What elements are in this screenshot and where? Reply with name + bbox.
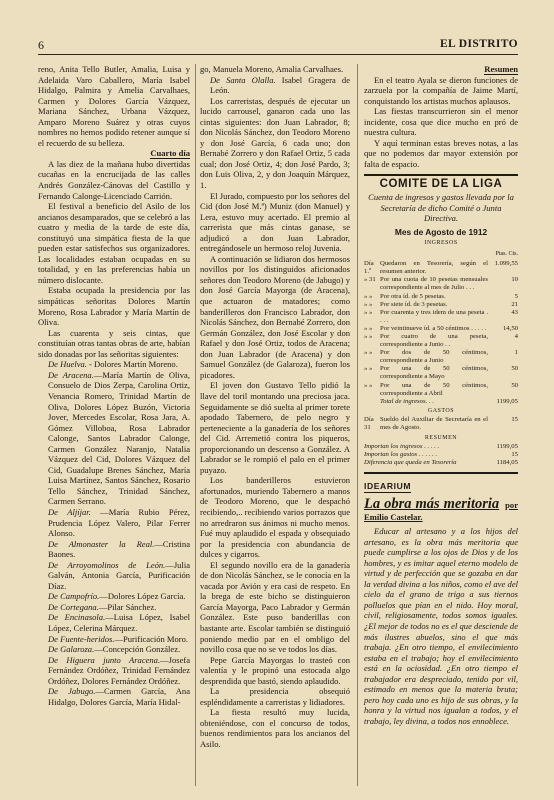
entry-names: —María Rubio Pérez, Prudencia López Valero, Pilar Ferrer Alonso. (48, 506, 190, 539)
ledger-row (364, 451, 518, 459)
section-divider (364, 472, 518, 474)
ledger-concept: Por cuatro de una peseta, correspondiente a Junio . . (380, 333, 488, 349)
resumen-list (364, 443, 518, 467)
paragraph: Las cuarenta y seis cintas, que constituían otras tantas obras de arte, habían sido donadas por las señoritas siguientes: (38, 327, 190, 359)
paragraph: Estaba ocupada la presidencia por las simpáticas señoritas Dolores Martín Moreno, Rosa Labrador y María Martín de Oliva. (38, 285, 190, 328)
ledger-amount: 4 (514, 333, 518, 340)
ledger-row (364, 293, 518, 301)
paragraph: El segundo novillo era de la ganadería de don Nicolás Sánchez, se le conocía en la vacada por Avión y era casi de respeto. En la brega de este bicho se distinguieron García Mayorga, Paco Labrador y Germán González. Este puso banderillas con bastante arte. Escolar también se distinguió poniendo medio par en el ombligo del novillo cosa que no se ve todos los días. (200, 559, 350, 655)
resumen-section (364, 64, 518, 169)
paragraph: Y aquí terminan estas breves notas, a las que no podemos dar mayor extensión por falta de espacio. (364, 137, 518, 169)
section-heading (38, 148, 190, 159)
ledger-amount: 1199,05 (496, 397, 518, 405)
essay-paragraph: Educar al artesano y a los hijos del artesano, es la obra más meritoria que puede cumplirse a los ojos de Dios y de los hombres, y es imitar aquel eterno modelo de virtud y de perfección que se gozaba en dar la verdad divina a los niños, como el ave del cielo da el grano de trigo a sus tiernos polluelos que pían en el nido. Hoy moral, civil, religiosamente, todos somos iguales. ¿El mejor de todos no es el que desciende de más ilustres abuelos, sino el que más trabaja. ¿En otro tiempo, el envilecimiento estaba en el trabajo; hoy el envilecimiento está en la ociosidad. ¿En otro tiempo el trabajador era despreciado, tenido por vil, estimado en menos que la materia bruta; pero hoy cada uno es hijo de sus obras, y la honra y la virtud nos igualan a todos, y el trabajo, ley divina, a todos nos ennoblece. (364, 526, 518, 726)
ledger-row (364, 333, 518, 349)
ledger-concept: Por una de 50 céntimos, correspondiente a Abril (380, 381, 488, 397)
paragraph: go, Manuela Moreno, Amalia Carvalhaes. (200, 64, 344, 74)
ledger-row (364, 260, 518, 276)
ledger-date (364, 398, 380, 406)
ledger-date: » » (364, 300, 373, 308)
column-2 (200, 64, 350, 750)
ledger-amount: 14,50 (502, 324, 518, 332)
ledger-row (364, 301, 518, 309)
ledger-row (364, 459, 518, 467)
ledger-amount: 15 (511, 416, 518, 424)
ledger-date: » » (364, 324, 373, 332)
paragraph: A las diez de la mañana hubo divertidas cucañas en la encrucijada de las calles Andrés González-Cánovas del Castillo y Fernando Calonge-Licenciado Carrión. (38, 158, 190, 201)
paragraph: reno, Anita Tello Butler, Amalia, Luisa y Adelaida Varo Caballero, María Isabel Hidalgo, Palmira y Amelia Carvalhaes, Carmen y Dolores García Vázquez, Mariana Sánchez, Urbana Vázquez, Amparo Moreno Suárez y otras cuyos nombres no hemos podido retener aunque sí el recuerdo de su belleza. (38, 64, 190, 148)
ledger-amount: 10 (511, 276, 518, 284)
entry-place: De Santa Olalla. (210, 74, 276, 85)
ledger-amount: 1.099,55 (494, 260, 518, 268)
ledger-amount: 15 (511, 451, 518, 459)
entry-place: De Campofrío. (48, 591, 100, 602)
column-1 (38, 64, 190, 707)
column-rule-1 (195, 64, 196, 786)
essay-byline: por Emilio Castelar. (364, 499, 518, 522)
list-entry (38, 634, 190, 645)
paragraph: El festival a beneficio del Asilo de los ancianos desamparados, que se celebró a las cuatro y media de la tarde de este día, constituyó una simpática fiesta de la que pueden estar satisfechos sus organizadores. Las localidades estaban ocupadas en su totalidad, y en las preferencias había un número dislocante. (38, 201, 190, 285)
column-rule-2 (357, 64, 358, 786)
paragraph: La presidencia obsequió espléndidamente a carreristas y lidiadores. (200, 686, 350, 707)
gastos-list (364, 416, 518, 432)
ingresos-label: INGRESOS (424, 240, 458, 247)
entry-names: —Carmen García, Ana Hidalgo, Dolores García, María Hidal- (48, 686, 190, 707)
entry-place: De Aracena. (48, 369, 94, 380)
entry-names: —Dolores López García. (99, 591, 186, 602)
paragraph: El joven don Gustavo Tello pidió la llave del toril montando una preciosa jaca. Seguidamente se dió suelta al primer torete apodado Tabernero, de pelo negro y perteneciente a la ganadería de los señores del Cid. Arremetió contra los piqueros, proporcionando un descenso a González. A Labrador se le rompió el palo en el primer puyazo. (200, 380, 350, 475)
entry-place: De Almonaster la Real. (48, 538, 155, 549)
ledger-concept: Sueldo del Auxiliar de Secretaría en el mes de Agosto. (380, 416, 488, 432)
ledger-concept: Por una de 50 céntimos, correspondiente a Mayo (380, 365, 488, 381)
entry-names: —Julia Galván, Antonia García, Purificación Díaz. (48, 559, 190, 591)
ledger-concept: Importan los ingresos . . . . . (364, 443, 440, 451)
paragraph: Las fiestas transcurrieron sin el menor incidente, cosa que dice mucho en pró de nuestra cultura. (364, 106, 518, 138)
entry-place: De Higuera junto Aracena. (48, 654, 161, 665)
paragraph: La fiesta resultó muy lucida, obteniéndose, con el concurso de todos, buenos rendimientos para los ancianos del Asilo. (200, 707, 350, 749)
ledger-date: » » (364, 333, 373, 340)
ledger-row (364, 443, 518, 451)
column-3 (364, 64, 518, 726)
ledger-row (364, 309, 518, 325)
ledger-row (364, 398, 518, 406)
entry-names: —Josefa Fernández Ordóñez, Trinidad Fernández Ordóñez, Dolores Fernández Ordóñez. (48, 654, 190, 686)
list-entry (38, 602, 190, 613)
entry-place: De Galaroza. (48, 644, 95, 655)
ledger-amount: 43 (511, 308, 518, 316)
list-entry (38, 560, 190, 592)
ledger-concept: Quedaron en Tesorería, según el resumen anterior. (380, 260, 488, 276)
ledger-row (364, 276, 518, 292)
entry-place: De Arroyomolinos de León. (48, 559, 166, 570)
section-heading (364, 64, 518, 75)
ledger-amount: 50 (511, 381, 518, 389)
paragraph: A continuación se lidiaron dos hermosos novillos por los distinguidos aficionados señores don Teodoro Moreno (de Jabugo) y don José García Mayorga (de Aracena), que actuaron de matadores; como banderilleros don Francisco Labrador, don Nicolás Sánchez, don Bernabé Zorrero, don Germán González, don José Escolar y don Rafael y don José Ortiz, todos de Aracena; don Juan Labrador (de Aracena) y don Samuel González (de Galaroza), fueron los picadores. (200, 253, 350, 380)
list-entry (200, 75, 350, 96)
ingresos-list (364, 260, 518, 406)
entry-place: De Aljíjar. (48, 506, 91, 517)
comite-section (364, 179, 518, 467)
entry-place: De Fuente-heridos. (48, 633, 115, 644)
resumen-label: RESUMEN (424, 434, 458, 441)
ledger-date: Día 1.º (364, 260, 374, 276)
ledger-amount: 1184,05 (496, 459, 518, 467)
list-entry (38, 507, 190, 539)
entry-names: Isabel Gragera de León. (210, 74, 351, 96)
essay-body (364, 526, 518, 726)
entry-names: —Concepción González. (94, 644, 181, 655)
comite-title: COMITE DE LA LIGA (379, 178, 503, 191)
comite-month: Mes de Agosto de 1912 (394, 226, 488, 237)
ledger-row (364, 325, 518, 333)
list-entry (38, 370, 190, 507)
ledger-date: » » (364, 365, 373, 373)
list-entry (38, 612, 190, 633)
ledger-concept: Por dos de 50 céntimos, correspondiente a Junio (380, 349, 488, 365)
entry-place: De Cortegana. (48, 601, 99, 612)
ledger-concept: Diferencia que queda en Tesorería (364, 459, 457, 467)
ledger-date: » » (364, 292, 373, 300)
ledger-row (364, 382, 518, 398)
section-heading-text: Resumen (484, 64, 518, 74)
ledger-concept: Por siete íd. de 3 pesetas. (380, 300, 448, 308)
ledger-date: » 31 (364, 276, 376, 284)
section-divider (364, 174, 518, 176)
ledger-amount: 5 (514, 292, 518, 300)
entry-place: De Encinasola. (48, 612, 106, 623)
list-entry (38, 591, 190, 602)
ledger-concept: Por una cuota de 10 pesetas mensuales correspondiente al mes de Julio . . . (380, 276, 488, 292)
ledger-date: Día 31 (364, 416, 374, 432)
entry-names: —Luisa López, Isabel López, Celerina Márquez. (48, 612, 190, 633)
paragraph: Los banderilleros estuvieron afortunados, muriendo Tabernero a manos de Teodoro Moreno, que le despachó recibiendo,.. recibiendo varios porrazos que no arredraron sus ánimos ni mucho menos. Fué muy aplaudido el espada y obsequiado por la presidencia con abundancia de dulces y cigarros. (200, 475, 350, 560)
entry-names: —Pilar Sánchez. (98, 601, 157, 612)
masthead: EL DISTRITO (439, 38, 518, 50)
entry-place: De Jabugo. (48, 686, 96, 697)
entry-place: De Huelva. (48, 359, 87, 370)
gastos-label: GASTOS (427, 407, 455, 414)
entry-names: —Purificación Moro. (114, 633, 189, 644)
ledger-date: » » (364, 308, 373, 316)
list-entry (38, 644, 190, 655)
ledger-concept: Por veintinueve íd. a 50 céntimos . . . . . (380, 324, 487, 332)
entry-names: —María Martín de Oliva, Consuelo de Dios Zerpa, Carolina Ortiz, Venancia Romero, Trinidad Martín de Oliva, Dolores López Buzón, Victoria Jover, Mercedes Escolar, Rosa Jara, A. Gómez Villoboa, Rosa Labrador Calonge, Santos Labrador Calonge, Carmen González Naranjo, Natalia Vázquez del Cid, Dolores Vázquez del Cid, Guadalupe Brenes Sánchez, María Luisa Martínez, Santos Sánchez, Rosario Tello Sánchez, Trinidad Sánchez, Carmen Serrano. (48, 369, 190, 507)
ledger-row (364, 416, 518, 432)
ledger-row (364, 365, 518, 381)
entry-names: - Dolores Martín Moreno. (86, 359, 178, 370)
list-entry (38, 655, 190, 687)
ledger-concept: Por cuarenta y tres idem de una peseta . . . . (380, 308, 488, 324)
paragraph: Pepe García Mayorgas lo trasteó con valentía y le propinó una estocada algo desprendida que bastó, siendo aplaudido. (200, 654, 350, 686)
ptas-label: Ptas. Cts. (495, 250, 518, 257)
page-header (38, 38, 518, 55)
comite-subtitle: Cuenta de ingresos y gastos llevada por la Secretaría de dicho Comité o Junta Directiva. (368, 192, 514, 224)
list-entry (38, 686, 190, 707)
ledger-date: » » (364, 349, 373, 357)
section-heading-text: Cuarto día (150, 148, 190, 159)
list-entry (38, 539, 190, 560)
ledger-concept: Importan los gastos . . . . . . (364, 451, 438, 459)
ledger-date: » » (364, 381, 373, 389)
ledger-concept: Total de ingresos. . . (380, 397, 434, 405)
ledger-amount: 1 (514, 349, 518, 357)
paragraph: Los carreristas, después de ejecutar un lucido carrousel, ganaron cada uno las cintas siguientes: don Juan Labrador, 8; don Nicolás Sánchez, don Teodoro Moreno y don José García, 6 cada uno; don Bernabé Zorrero y don Rafael Ortiz, 5 cada cual; don José Ortiz, 4; don José Pardo, 3; don Luis Oliva, 2, y don Joaquín Márquez, 1. (200, 95, 350, 191)
paragraph: El Jurado, compuesto por los señores del Cid (don José M.ª) Muniz (don Manuel) y Lera, estuvo muy acertado. El premio al carrerista que más cintas ganase, se adjudicó a don Juan Labrador, entregándosele un hermoso reloj Juvenia. (200, 190, 350, 254)
idearium-section (364, 477, 518, 726)
list-entry (38, 359, 190, 370)
entry-names: —Cristina Baones. (48, 538, 190, 560)
ledger-amount: 50 (511, 365, 518, 373)
paragraph: En el teatro Ayala se dieron funciones de zarzuela por la compañía de Jaime Martí, conquistando los artistas muchos aplausos. (364, 74, 518, 106)
essay-title: La obra más meritoria por Emilio Castelar. (364, 495, 518, 522)
page-number: 6 (38, 38, 44, 52)
ledger-concept: Por otra íd. de 5 pesetas. (380, 292, 446, 300)
ledger-amount: 21 (511, 300, 518, 308)
idearium-label: IDEARIUM (364, 481, 412, 492)
ledger-row (364, 349, 518, 365)
ledger-amount: 1199,05 (496, 443, 518, 451)
